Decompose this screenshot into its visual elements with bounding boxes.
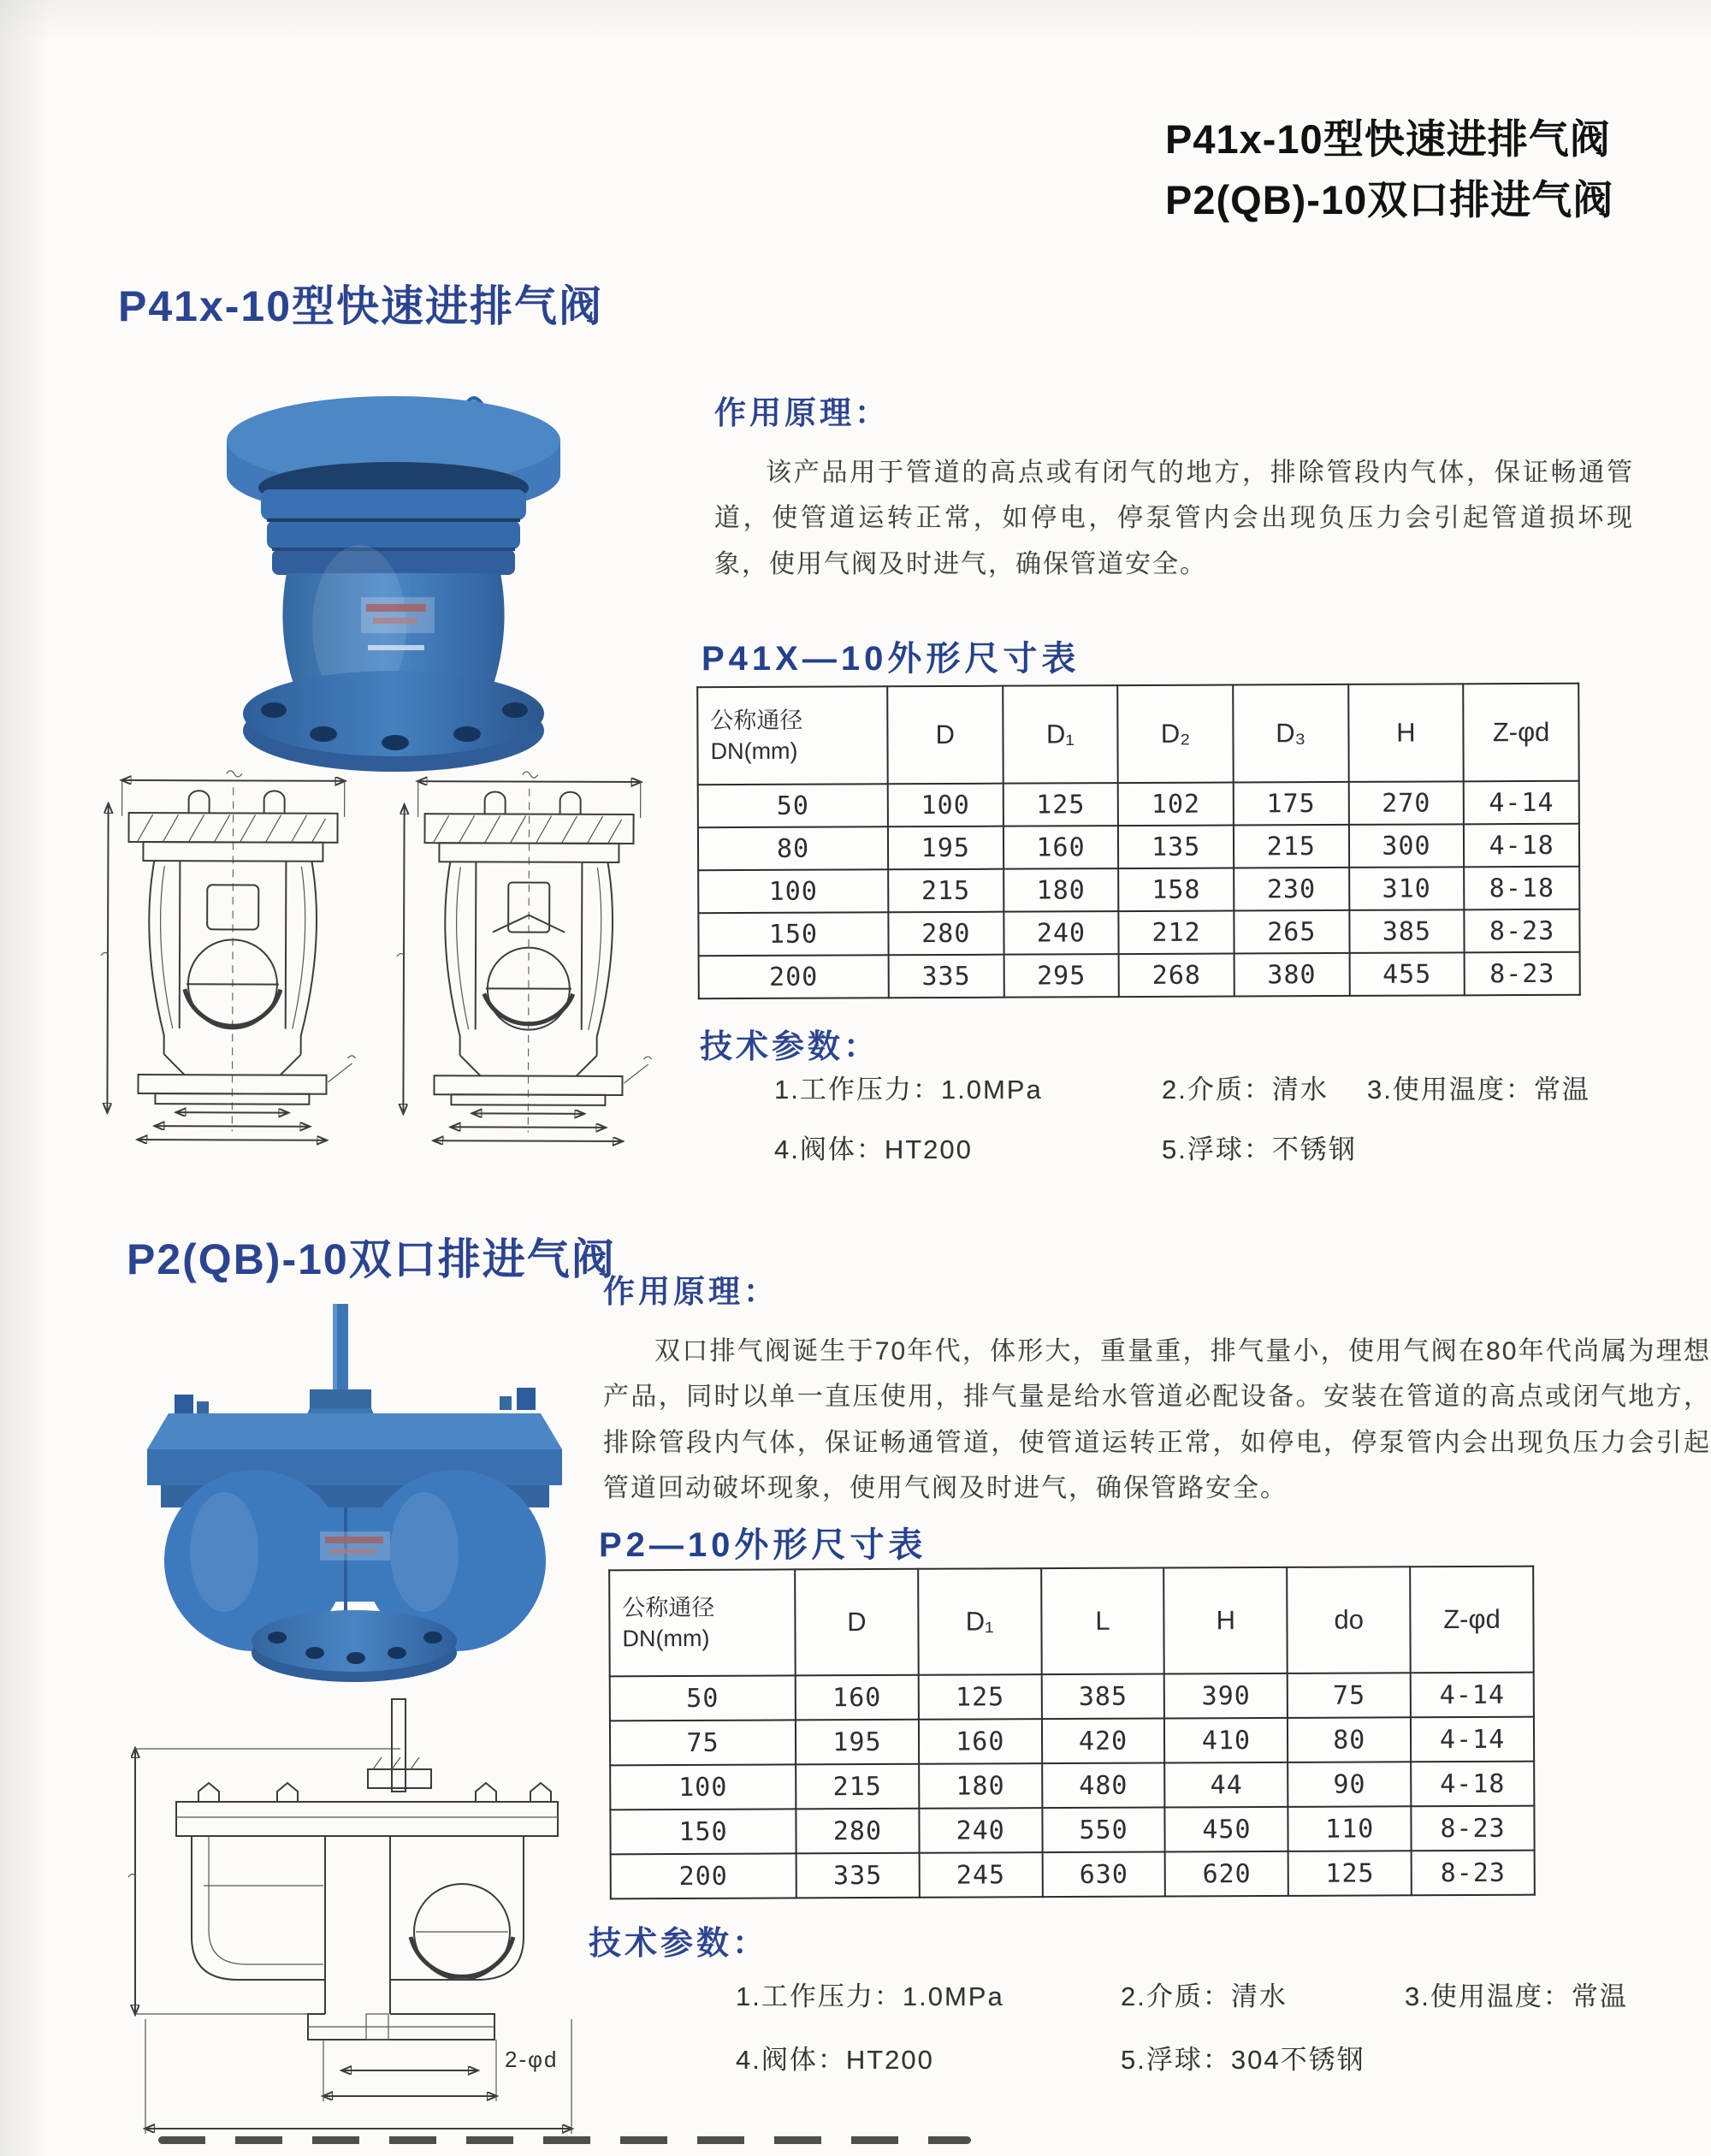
section1-table-title: P41X—10外形尺寸表 [702, 640, 1080, 678]
section2-params-heading: 技术参数： [589, 1926, 769, 1962]
column-header: H [1164, 1567, 1288, 1674]
table-cell: 160 [919, 1719, 1042, 1764]
table-cell: 125 [919, 1674, 1042, 1720]
page-header [1165, 110, 1613, 230]
param-item: 5.浮球：不锈钢 [1162, 1134, 1357, 1164]
table-row [610, 1673, 1534, 1721]
table-cell: 4-14 [1411, 1717, 1534, 1762]
section2-title: P2(QB)-10双口排进气阀 [127, 1235, 616, 1283]
technical-drawing-p41x-cross-sections [95, 763, 672, 1157]
column-header: H [1348, 684, 1464, 782]
param-item: 3.使用温度：常温 [1367, 1075, 1590, 1105]
table-cell: 230 [1234, 868, 1349, 911]
table-cell: 44 [1165, 1762, 1288, 1808]
param-item: 1.工作压力：1.0MPa [736, 1981, 1004, 2011]
table-cell: 385 [1041, 1674, 1164, 1720]
double-valve-section [128, 1699, 571, 2134]
table-cell: 380 [1234, 953, 1350, 997]
p41x-dimension-table [696, 683, 1581, 999]
param-item: 1.工作压力：1.0MPa [774, 1075, 1043, 1105]
column-header: D [887, 686, 1003, 785]
column-header: D₃ [1233, 684, 1348, 783]
table-cell: 50 [610, 1675, 796, 1721]
column-header: Z-φd [1463, 684, 1578, 782]
table-cell: 8-23 [1412, 1851, 1535, 1896]
table-cell: 8-18 [1464, 867, 1579, 910]
drawing-bolt-label: 2-φd [505, 2046, 559, 2072]
page-header-line-2: P2(QB)-10双口排进气阀 [1165, 176, 1614, 222]
table-cell: 8-23 [1412, 1806, 1535, 1851]
column-header: D₂ [1118, 685, 1234, 784]
table-cell: 480 [1042, 1763, 1165, 1809]
table-cell: 630 [1042, 1852, 1165, 1898]
scan-artifact [158, 2136, 971, 2144]
table-row [699, 952, 1580, 998]
principle-heading: 作用原理： [603, 1274, 779, 1309]
table-cell: 450 [1165, 1807, 1288, 1852]
principle-heading: 作用原理： [714, 395, 890, 430]
column-header: D [795, 1569, 918, 1676]
table-cell: 180 [919, 1763, 1042, 1809]
table-cell: 150 [698, 912, 888, 956]
table-cell: 215 [796, 1764, 919, 1810]
table-cell: 240 [919, 1808, 1042, 1853]
table-cell: 200 [699, 955, 889, 998]
table-cell: 245 [919, 1852, 1042, 1898]
table-cell: 75 [610, 1720, 796, 1765]
table-cell: 50 [698, 784, 888, 827]
cross-section-right [396, 772, 653, 1142]
table-row [698, 781, 1579, 827]
table-cell: 160 [796, 1675, 919, 1721]
param-item: 4.阀体：HT200 [736, 2045, 934, 2075]
section2-table-title: P2—10外形尺寸表 [599, 1526, 927, 1564]
table-cell: 280 [888, 912, 1004, 956]
cross-section-left [100, 770, 357, 1140]
technical-drawing-p2-cross-section [110, 1687, 606, 2145]
table-cell: 100 [698, 869, 888, 913]
table-cell: 125 [1288, 1851, 1412, 1896]
table-row [610, 1806, 1534, 1855]
table-cell: 135 [1118, 826, 1234, 869]
table-cell: 420 [1042, 1719, 1165, 1764]
table-row [698, 824, 1579, 870]
table-cell: 100 [610, 1764, 796, 1810]
param-item: 2.介质：清水 [1162, 1075, 1329, 1105]
table-cell: 125 [1003, 783, 1118, 826]
table-cell: 280 [796, 1809, 919, 1854]
table-cell: 195 [796, 1720, 919, 1765]
table-cell: 295 [1004, 954, 1119, 998]
table-cell: 268 [1119, 954, 1234, 998]
table-cell: 8-23 [1465, 952, 1580, 996]
table-cell: 620 [1165, 1851, 1288, 1897]
table-cell: 550 [1042, 1808, 1165, 1853]
product-photo-double-orifice-valve [96, 1304, 601, 1685]
table-cell: 385 [1349, 909, 1465, 953]
p2-dimension-table [608, 1566, 1536, 1900]
column-header: Z-φd [1410, 1567, 1533, 1673]
table-cell: 150 [610, 1809, 796, 1854]
table-header-row [697, 684, 1578, 785]
table-header-row [609, 1567, 1534, 1677]
table-cell: 158 [1118, 868, 1234, 912]
table-row [611, 1851, 1535, 1899]
principle-text: 双口排气阀诞生于70年代，体形大，重量重，排气量小，使用气阀在80年代尚属为理想产品，同时以单一直压使用，排气量是给水管道必配设备。安装在管道的高点或闭气地方，排除管段内气体，保证畅通管道，使管道运转正常，如停电，停泵管内会出现负压力会引起管道回动破坏现象，使用气阀及时进气，确保管路安全。 [603, 1337, 1711, 1503]
table-cell: 102 [1118, 783, 1234, 826]
param-item: 5.浮球：304不锈钢 [1121, 2045, 1365, 2075]
table-cell: 4-14 [1411, 1673, 1534, 1718]
table-row [610, 1762, 1534, 1810]
section1-principle [714, 387, 1634, 587]
param-item: 4.阀体：HT200 [774, 1134, 973, 1164]
table-cell: 4-14 [1464, 781, 1579, 825]
table-cell: 75 [1288, 1673, 1411, 1718]
table-cell: 270 [1348, 781, 1464, 825]
section1-params-heading: 技术参数： [700, 1029, 880, 1065]
column-header: do [1287, 1567, 1410, 1673]
column-header: D₁ [1003, 685, 1118, 784]
section1-title: P41x-10型快速进排气阀 [118, 282, 604, 330]
section2-principle [603, 1265, 1711, 1512]
table-row [698, 867, 1579, 913]
column-header: 公称通径 DN(mm) [609, 1569, 796, 1676]
table-cell: 8-23 [1465, 909, 1580, 953]
page-header-line-1: P41x-10型快速进排气阀 [1165, 116, 1611, 162]
table-cell: 195 [888, 826, 1004, 870]
table-cell: 240 [1004, 911, 1119, 955]
table-cell: 4-18 [1464, 824, 1579, 868]
table-cell: 300 [1349, 824, 1465, 868]
table-cell: 80 [1288, 1717, 1411, 1762]
table-cell: 265 [1234, 910, 1349, 954]
table-cell: 455 [1349, 952, 1465, 996]
table-cell: 410 [1164, 1718, 1288, 1763]
table-cell: 215 [1234, 825, 1349, 868]
table-cell: 90 [1288, 1762, 1411, 1807]
table-cell: 180 [1004, 868, 1119, 912]
principle-text: 该产品用于管道的高点或有闭气的地方，排除管段内气体，保证畅通管道，使管道运转正常，如停电，停泵管内会出现负压力会引起管道损坏现象，使用气阀及时进气，确保管道安全。 [714, 459, 1634, 578]
table-cell: 160 [1004, 826, 1119, 869]
table-row [610, 1717, 1534, 1766]
table-cell: 175 [1234, 782, 1349, 826]
param-item: 2.介质：清水 [1121, 1981, 1288, 2011]
table-cell: 390 [1164, 1673, 1288, 1719]
table-cell: 310 [1349, 867, 1465, 910]
product-photo-single-orifice-valve [171, 344, 616, 772]
table-cell: 200 [611, 1853, 796, 1898]
table-cell: 335 [889, 955, 1004, 998]
param-item: 3.使用温度：常温 [1405, 1981, 1628, 2011]
table-cell: 212 [1119, 911, 1234, 955]
column-header: L [1041, 1568, 1164, 1675]
table-cell: 110 [1288, 1806, 1412, 1851]
table-cell: 80 [698, 826, 888, 870]
column-header: 公称通径 DN(mm) [697, 686, 887, 785]
table-cell: 4-18 [1411, 1762, 1534, 1807]
table-row [698, 909, 1579, 956]
table-cell: 215 [888, 869, 1004, 913]
table-cell: 100 [888, 784, 1004, 827]
column-header: D₁ [918, 1568, 1041, 1675]
table-cell: 335 [796, 1853, 920, 1898]
